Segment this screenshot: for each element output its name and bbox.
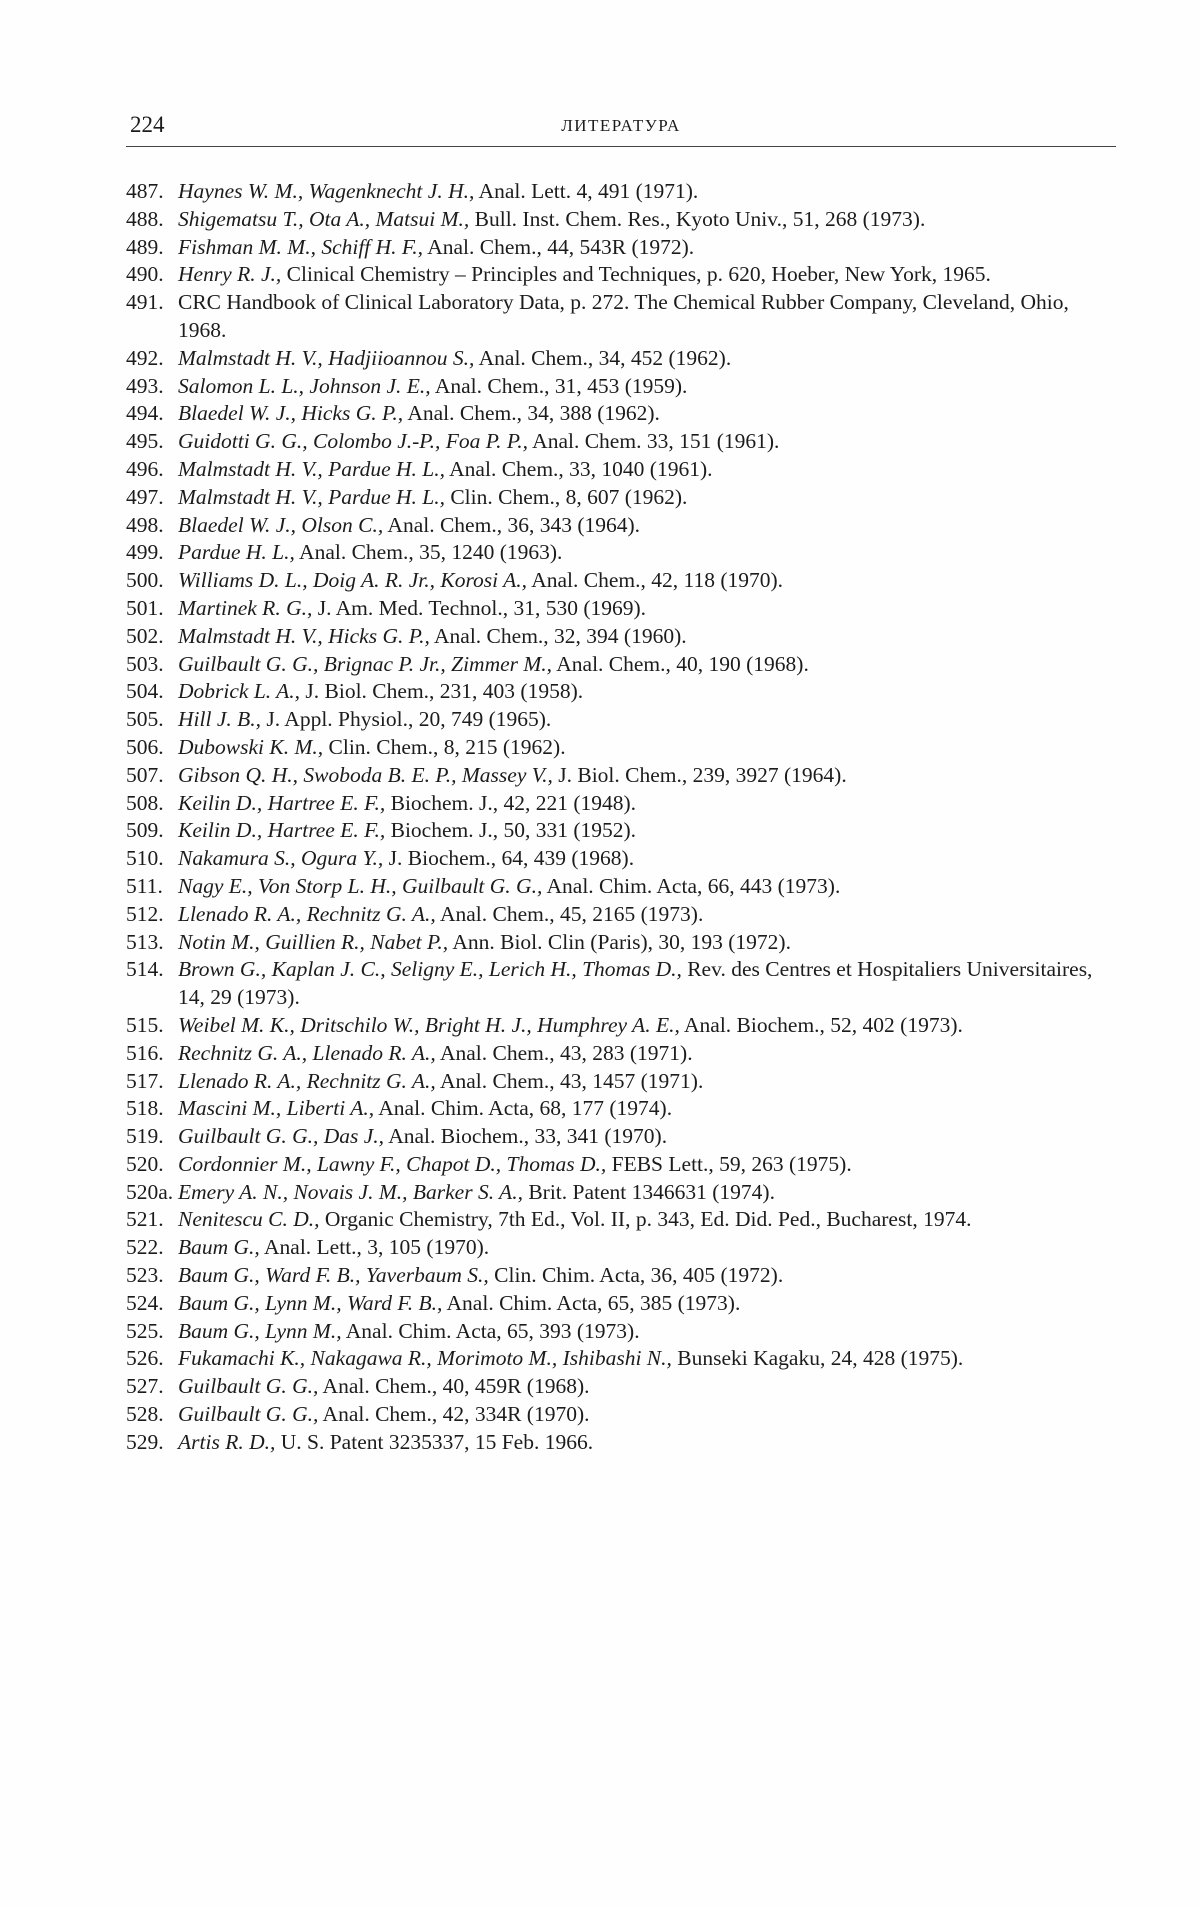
reference-item xyxy=(126,1012,1116,1040)
reference-item xyxy=(126,706,1116,734)
reference-item xyxy=(126,1429,1116,1457)
reference-source: Clinical Chemistry – Principles and Techniques, p. 620, Hoeber, New York, 1965. xyxy=(281,262,991,287)
reference-authors: Malmstadt H. V., Pardue H. L., xyxy=(178,456,445,481)
reference-number: 518. xyxy=(126,1096,164,1121)
reference-source: Anal. Chim. Acta, 65, 393 (1973). xyxy=(341,1318,640,1343)
reference-number: 522. xyxy=(126,1235,164,1260)
reference-number: 520a. xyxy=(126,1179,174,1204)
reference-item xyxy=(126,567,1116,595)
reference-authors: Baum G., xyxy=(178,1235,260,1260)
reference-item xyxy=(126,373,1116,401)
reference-source: Anal. Chem., 43, 283 (1971). xyxy=(435,1040,693,1065)
reference-source: J. Biol. Chem., 239, 3927 (1964). xyxy=(552,762,847,787)
reference-source: Bunseki Kagaku, 24, 428 (1975). xyxy=(671,1346,964,1371)
reference-source: Anal. Chem., 34, 452 (1962). xyxy=(474,345,732,370)
reference-number: 493. xyxy=(126,373,164,398)
reference-number: 516. xyxy=(126,1040,164,1065)
reference-source: Anal. Chem., 35, 1240 (1963). xyxy=(294,540,563,565)
reference-number: 496. xyxy=(126,456,164,481)
reference-source: Anal. Chem., 32, 394 (1960). xyxy=(429,623,687,648)
reference-authors: Notin M., Guillien R., Nabet P., xyxy=(178,929,449,954)
reference-item xyxy=(126,234,1116,262)
reference-number: 507. xyxy=(126,762,164,787)
reference-number: 513. xyxy=(126,929,164,954)
reference-number: 514. xyxy=(126,957,164,982)
reference-authors: Shigematsu T., Ota A., Matsui M., xyxy=(178,206,470,231)
reference-item xyxy=(126,1179,1116,1207)
reference-item xyxy=(126,1373,1116,1401)
reference-number: 498. xyxy=(126,512,164,537)
reference-authors: Guilbault G. G., Brignac P. Jr., Zimmer M., xyxy=(178,651,553,676)
reference-source: Anal. Chem., 31, 453 (1959). xyxy=(430,373,688,398)
reference-authors: Gibson Q. H., Swoboda B. E. P., Massey V., xyxy=(178,762,553,787)
reference-item xyxy=(126,178,1116,206)
reference-number: 501. xyxy=(126,595,164,620)
reference-number: 528. xyxy=(126,1402,164,1427)
reference-authors: Nagy E., Von Storp L. H., Guilbault G. G., xyxy=(178,873,543,898)
reference-item xyxy=(126,1151,1116,1179)
reference-source: Anal. Chim. Acta, 68, 177 (1974). xyxy=(374,1096,673,1121)
reference-number: 509. xyxy=(126,818,164,843)
reference-item xyxy=(126,539,1116,567)
reference-source: Clin. Chem., 8, 215 (1962). xyxy=(323,734,566,759)
reference-authors: Salomon L. L., Johnson J. E., xyxy=(178,373,431,398)
reference-authors: Rechnitz G. A., Llenado R. A., xyxy=(178,1040,436,1065)
reference-number: 515. xyxy=(126,1012,164,1037)
reference-number: 488. xyxy=(126,206,164,231)
reference-item xyxy=(126,845,1116,873)
reference-number: 519. xyxy=(126,1124,164,1149)
reference-number: 492. xyxy=(126,345,164,370)
reference-item xyxy=(126,929,1116,957)
reference-item xyxy=(126,512,1116,540)
reference-source: J. Am. Med. Technol., 31, 530 (1969). xyxy=(312,595,647,620)
reference-item xyxy=(126,206,1116,234)
reference-number: 500. xyxy=(126,568,164,593)
reference-source: Anal. Chem., 33, 1040 (1961). xyxy=(444,456,713,481)
reference-item xyxy=(126,956,1116,1012)
reference-list xyxy=(126,178,1116,1457)
reference-number: 520. xyxy=(126,1151,164,1176)
running-title: ЛИТЕРАТУРА xyxy=(561,116,681,135)
reference-number: 517. xyxy=(126,1068,164,1093)
reference-item xyxy=(126,261,1116,289)
reference-number: 510. xyxy=(126,846,164,871)
reference-authors: Baum G., Lynn M., xyxy=(178,1318,342,1343)
reference-number: 495. xyxy=(126,429,164,454)
reference-authors: Keilin D., Hartree E. F., xyxy=(178,818,386,843)
reference-number: 494. xyxy=(126,401,164,426)
reference-item xyxy=(126,901,1116,929)
reference-item xyxy=(126,595,1116,623)
reference-number: 490. xyxy=(126,262,164,287)
reference-authors: Baum G., Lynn M., Ward F. B., xyxy=(178,1290,443,1315)
reference-item xyxy=(126,1095,1116,1123)
reference-source: Anal. Chim. Acta, 66, 443 (1973). xyxy=(542,873,841,898)
reference-source: Anal. Chem., 43, 1457 (1971). xyxy=(435,1068,704,1093)
reference-authors: Weibel M. K., Dritschilo W., Bright H. J., Humphrey A. E., xyxy=(178,1012,680,1037)
reference-source: Anal. Chem., 34, 388 (1962). xyxy=(403,401,660,426)
reference-number: 529. xyxy=(126,1429,164,1454)
reference-source: Organic Chemistry, 7th Ed., Vol. II, p. 343, Ed. Did. Ped., Bucharest, 1974. xyxy=(319,1207,972,1232)
reference-authors: Malmstadt H. V., Pardue H. L., xyxy=(178,484,445,509)
reference-item xyxy=(126,345,1116,373)
reference-source: Anal. Chem., 45, 2165 (1973). xyxy=(435,901,704,926)
reference-number: 491. xyxy=(126,290,164,315)
reference-number: 526. xyxy=(126,1346,164,1371)
reference-item xyxy=(126,790,1116,818)
reference-number: 508. xyxy=(126,790,164,815)
reference-number: 527. xyxy=(126,1374,164,1399)
reference-item xyxy=(126,289,1116,345)
reference-authors: Fishman M. M., Schiff H. F., xyxy=(178,234,424,259)
reference-source: Anal. Chem., 36, 343 (1964). xyxy=(383,512,641,537)
reference-source: Ann. Biol. Clin (Paris), 30, 193 (1972). xyxy=(448,929,791,954)
reference-source: Brit. Patent 1346631 (1974). xyxy=(522,1179,775,1204)
reference-item xyxy=(126,817,1116,845)
reference-source: Anal. Lett. 4, 491 (1971). xyxy=(474,179,699,203)
reference-authors: Nakamura S., Ogura Y., xyxy=(178,846,384,871)
reference-source: Clin. Chem., 8, 607 (1962). xyxy=(444,484,688,509)
reference-number: 502. xyxy=(126,623,164,648)
reference-source: Biochem. J., 42, 221 (1948). xyxy=(385,790,637,815)
reference-authors: Keilin D., Hartree E. F., xyxy=(178,790,386,815)
reference-authors: Llenado R. A., Rechnitz G. A., xyxy=(178,901,436,926)
reference-item xyxy=(126,428,1116,456)
reference-source: Anal. Chem., 40, 459R (1968). xyxy=(318,1374,590,1399)
reference-authors: Malmstadt H. V., Hicks G. P., xyxy=(178,623,430,648)
reference-number: 487. xyxy=(126,179,164,203)
reference-item xyxy=(126,762,1116,790)
reference-source: CRC Handbook of Clinical Laboratory Data, p. 272. The Chemical Rubber Company, Cleveland, Ohio, 1968. xyxy=(178,290,1069,342)
reference-item xyxy=(126,1206,1116,1234)
reference-authors: Emery A. N., Novais J. M., Barker S. A., xyxy=(178,1179,523,1204)
reference-item xyxy=(126,1262,1116,1290)
reference-source: Biochem. J., 50, 331 (1952). xyxy=(385,818,637,843)
reference-item xyxy=(126,734,1116,762)
reference-number: 506. xyxy=(126,734,164,759)
reference-source: Anal. Biochem., 52, 402 (1973). xyxy=(679,1012,963,1037)
reference-authors: Williams D. L., Doig A. R. Jr., Korosi A., xyxy=(178,568,528,593)
reference-authors: Guilbault G. G., xyxy=(178,1374,319,1399)
reference-source: J. Appl. Physiol., 20, 749 (1965). xyxy=(261,707,552,732)
reference-source: Anal. Biochem., 33, 341 (1970). xyxy=(384,1124,668,1149)
reference-number: 503. xyxy=(126,651,164,676)
reference-source: Clin. Chim. Acta, 36, 405 (1972). xyxy=(488,1263,784,1288)
reference-item xyxy=(126,1040,1116,1068)
reference-number: 497. xyxy=(126,484,164,509)
reference-authors: Hill J. B., xyxy=(178,707,261,732)
reference-authors: Blaedel W. J., Hicks G. P., xyxy=(178,401,404,426)
reference-authors: Dobrick L. A., xyxy=(178,679,301,704)
reference-authors: Dubowski K. M., xyxy=(178,734,324,759)
reference-item xyxy=(126,1318,1116,1346)
page-number: 224 xyxy=(130,112,165,137)
reference-authors: Brown G., Kaplan J. C., Seligny E., Lerich H., Thomas D., xyxy=(178,957,682,982)
reference-source: J. Biol. Chem., 231, 403 (1958). xyxy=(300,679,584,704)
reference-authors: Llenado R. A., Rechnitz G. A., xyxy=(178,1068,436,1093)
reference-authors: Guilbault G. G., Das J., xyxy=(178,1124,385,1149)
reference-source: Anal. Chem., 42, 334R (1970). xyxy=(318,1402,590,1427)
reference-number: 489. xyxy=(126,234,164,259)
reference-source: Bull. Inst. Chem. Res., Kyoto Univ., 51, 268 (1973). xyxy=(469,206,926,231)
reference-authors: Blaedel W. J., Olson C., xyxy=(178,512,384,537)
reference-item xyxy=(126,484,1116,512)
reference-source: FEBS Lett., 59, 263 (1975). xyxy=(606,1151,852,1176)
reference-authors: Baum G., Ward F. B., Yaverbaum S., xyxy=(178,1263,489,1288)
reference-source: Anal. Chem., 40, 190 (1968). xyxy=(552,651,809,676)
reference-item xyxy=(126,873,1116,901)
reference-authors: Artis R. D., xyxy=(178,1429,276,1454)
reference-authors: Henry R. J., xyxy=(178,262,282,287)
reference-number: 525. xyxy=(126,1318,164,1343)
reference-authors: Malmstadt H. V., Hadjiioannou S., xyxy=(178,345,475,370)
reference-authors: Fukamachi K., Nakagawa R., Morimoto M., Ishibashi N., xyxy=(178,1346,672,1371)
reference-source: Anal. Chim. Acta, 65, 385 (1973). xyxy=(442,1290,741,1315)
reference-number: 521. xyxy=(126,1207,164,1232)
reference-item xyxy=(126,1123,1116,1151)
reference-item xyxy=(126,456,1116,484)
reference-authors: Cordonnier M., Lawny F., Chapot D., Thomas D., xyxy=(178,1151,607,1176)
reference-source: Anal. Chem., 42, 118 (1970). xyxy=(527,568,784,593)
reference-number: 511. xyxy=(126,873,163,898)
reference-authors: Mascini M., Liberti A., xyxy=(178,1096,375,1121)
reference-source: U. S. Patent 3235337, 15 Feb. 1966. xyxy=(275,1429,594,1454)
reference-source: J. Biochem., 64, 439 (1968). xyxy=(383,846,635,871)
reference-authors: Pardue H. L., xyxy=(178,540,295,565)
page-header xyxy=(126,112,1116,147)
reference-source: Anal. Chem., 44, 543R (1972). xyxy=(423,234,695,259)
reference-number: 499. xyxy=(126,540,164,565)
reference-item xyxy=(126,1234,1116,1262)
reference-authors: Guilbault G. G., xyxy=(178,1402,319,1427)
reference-source: Anal. Lett., 3, 105 (1970). xyxy=(259,1235,490,1260)
reference-source: Rev. des Centres et Hospitaliers Universitaires, 14, 29 (1973). xyxy=(178,957,1093,1010)
reference-source: Anal. Chem. 33, 151 (1961). xyxy=(527,429,780,454)
reference-number: 512. xyxy=(126,901,164,926)
reference-number: 524. xyxy=(126,1290,164,1315)
reference-number: 504. xyxy=(126,679,164,704)
reference-authors: Haynes W. M., Wagenknecht J. H., xyxy=(178,179,475,203)
reference-authors: Guidotti G. G., Colombo J.-P., Foa P. P., xyxy=(178,429,528,454)
reference-number: 505. xyxy=(126,707,164,732)
reference-item xyxy=(126,1401,1116,1429)
reference-item xyxy=(126,400,1116,428)
reference-item xyxy=(126,623,1116,651)
reference-item xyxy=(126,1068,1116,1096)
reference-number: 523. xyxy=(126,1263,164,1288)
reference-authors: Martinek R. G., xyxy=(178,595,313,620)
reference-authors: Nenitescu C. D., xyxy=(178,1207,320,1232)
reference-item xyxy=(126,1290,1116,1318)
reference-item xyxy=(126,678,1116,706)
reference-item xyxy=(126,651,1116,679)
reference-item xyxy=(126,1345,1116,1373)
